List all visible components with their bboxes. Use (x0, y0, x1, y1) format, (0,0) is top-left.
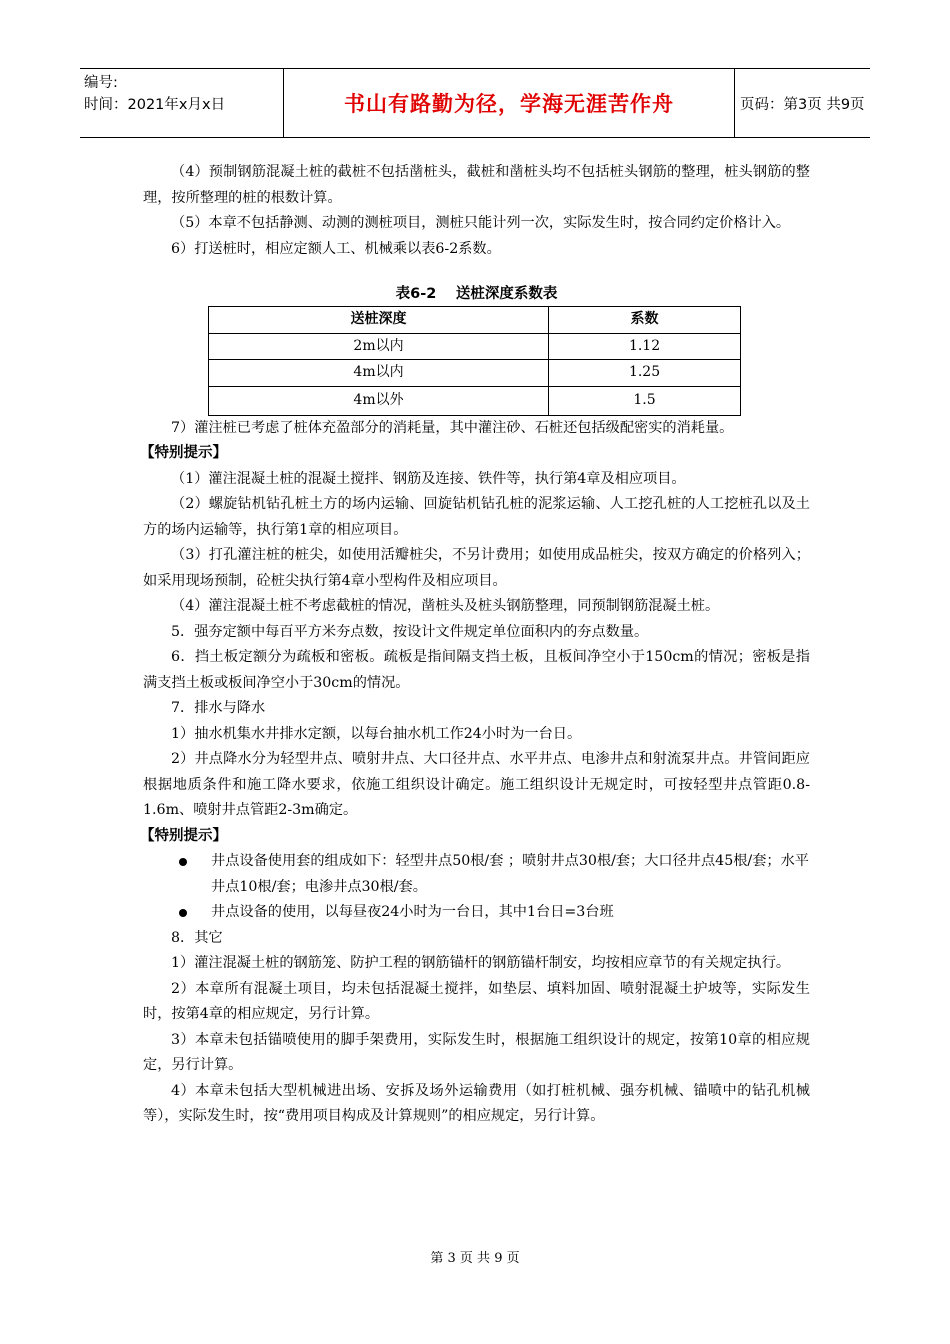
bullet-item (143, 849, 810, 900)
paragraph: （4）预制钢筋混凝土桩的截桩不包括凿桩头，截桩和凿桩头均不包括桩头钢筋的整理，桩头钢筋的整理，按所整理的桩的根数计算。 (143, 164, 810, 206)
document-body (140, 160, 810, 1130)
bullet-dot-icon (179, 909, 187, 917)
table-header-cell: 送桩深度 (209, 307, 549, 334)
paragraph: 1）抽水机集水井排水定额，以每台抽水机工作24小时为一台日。 (171, 725, 582, 742)
paragraph: 3）本章未包括锚喷使用的脚手架费用，实际发生时，根据施工组织设计的规定，按第10章的相应规定，另行计算。 (143, 1031, 810, 1073)
paragraph: 5．强夯定额中每百平方米夯点数，按设计文件规定单位面积内的夯点数量。 (171, 623, 649, 640)
special-tip-heading: 【特别提示】 (140, 445, 227, 461)
paragraph: 2）本章所有混凝土项目，均未包括混凝土搅拌，如垫层、填料加固、喷射混凝土护坡等，实际发生时，按第4章的相应规定，另行计算。 (143, 980, 810, 1022)
section-heading: 7．排水与降水 (171, 700, 266, 716)
table-caption: 表6-2 送桩深度系数表 (395, 286, 558, 302)
paragraph: 6．挡土板定额分为疏板和密板。疏板是指间隔支挡土板，且板间净空小于150cm的情况；密板是指满支挡土板或板间净空小于30cm的情况。 (143, 649, 810, 691)
bullet-text: 井点设备的使用，以每昼夜24小时为一台日，其中1台日=3台班 (211, 904, 614, 920)
table-cell: 1.5 (549, 386, 741, 415)
coefficient-table (208, 306, 741, 416)
header-page-label: 页码：第3页 共9页 (740, 96, 865, 113)
paragraph: 4）本章未包括大型机械进出场、安拆及场外运输费用（如打桩机械、强夯机械、锚喷中的钻孔机械等），实际发生时，按“费用项目构成及计算规则”的相应规定，另行计算。 (143, 1082, 810, 1124)
paragraph: （3）打孔灌注桩的桩尖，如使用活瓣桩尖，不另计费用；如使用成品桩尖，按双方确定的价格列入；如采用现场预制，砼桩尖执行第4章小型构件及相应项目。 (143, 547, 810, 589)
bullet-item (143, 900, 810, 926)
paragraph: 2）井点降水分为轻型井点、喷射井点、大口径井点、水平井点、电渗井点和射流泵井点。井管间距应根据地质条件和施工降水要求，依施工组织设计确定。施工组织设计无规定时，可按轻型井点管距0.8-1.6m、喷射井点管距2-3m确定。 (143, 751, 810, 818)
table-row (209, 360, 741, 387)
document-number-label: 编号: (84, 75, 118, 91)
paragraph: 1）灌注混凝土桩的钢筋笼、防护工程的钢筋锚杆的钢筋锚杆制安，均按相应章节的有关规定执行。 (171, 955, 791, 971)
table-row (209, 386, 741, 415)
paragraph: （1）灌注混凝土桩的混凝土搅拌、钢筋及连接、铁件等，执行第4章及相应项目。 (171, 470, 686, 487)
header-motto: 书山有路勤为径，学海无涯苦作舟 (283, 69, 735, 137)
table-cell: 2m以内 (209, 333, 549, 360)
table-header-row (209, 307, 741, 334)
paragraph: （4）灌注混凝土桩不考虑截桩的情况，凿桩头及桩头钢筋整理，同预制钢筋混凝土桩。 (171, 598, 720, 614)
table-cell: 4m以内 (209, 360, 549, 387)
paragraph: （2）螺旋钻机钻孔桩土方的场内运输、回旋钻机钻孔桩的泥浆运输、人工挖孔桩的人工挖桩孔以及土方的场内运输等，执行第1章的相应项目。 (143, 496, 810, 538)
page-footer: 第 3 页 共 9 页 (430, 1251, 520, 1266)
paragraph: 6）打送桩时，相应定额人工、机械乘以表6-2系数。 (171, 240, 501, 257)
table-row (209, 333, 741, 360)
header-left (84, 69, 279, 140)
document-time-label: 时间：2021年x月x日 (84, 97, 226, 113)
paragraph: 7）灌注桩已考虑了桩体充盈部分的消耗量，其中灌注砂、石桩还包括级配密实的消耗量。 (171, 419, 734, 436)
bullet-text: 井点设备使用套的组成如下：轻型井点50根/套 ；喷射井点30根/套；大口径井点45根/套；水平井点10根/套；电渗井点30根/套。 (211, 853, 809, 895)
table-cell: 1.12 (549, 333, 741, 360)
page-header (80, 68, 870, 138)
bullet-dot-icon (179, 858, 187, 866)
table-cell: 1.25 (549, 360, 741, 387)
special-tip-heading: 【特别提示】 (140, 827, 227, 844)
section-heading: 8．其它 (171, 929, 223, 946)
paragraph: （5）本章不包括静测、动测的测桩项目，测桩只能计列一次，实际发生时，按合同约定价格计入。 (171, 215, 791, 231)
table-cell: 4m以外 (209, 386, 549, 415)
table-header-cell: 系数 (549, 307, 741, 334)
